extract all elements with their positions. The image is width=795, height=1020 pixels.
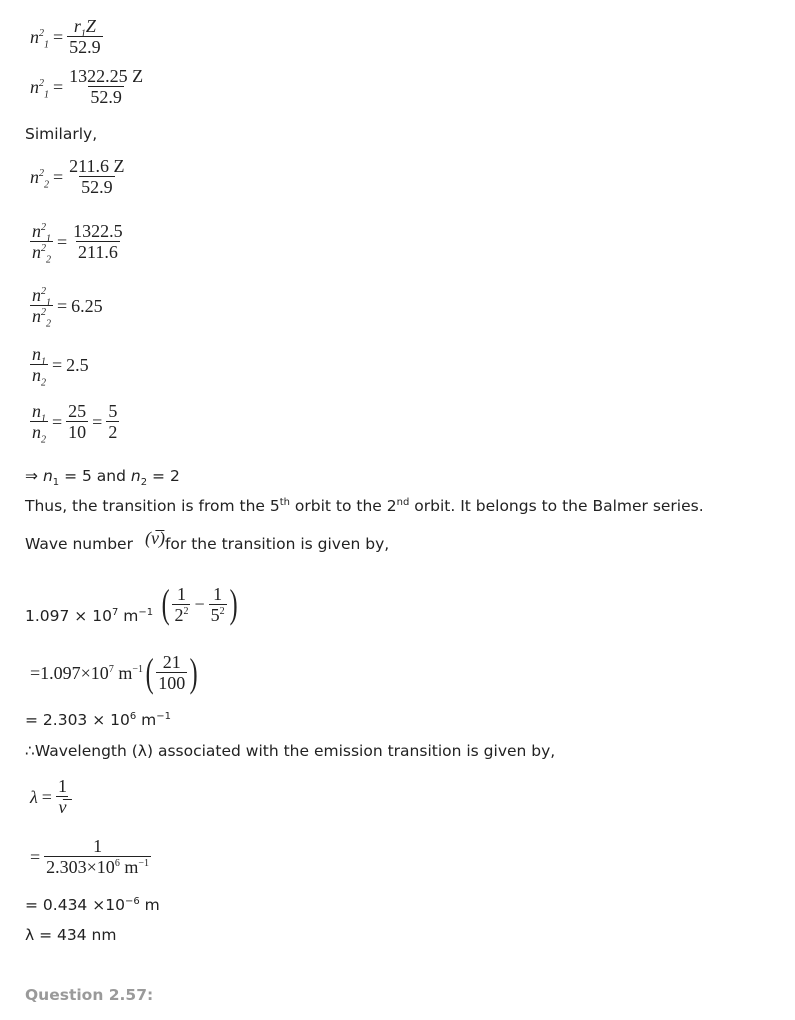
transition-text: Thus, the transition is from the 5th orbit to the 2nd orbit. It belongs to the Balmer series. [25, 496, 704, 515]
wavelength-text: ∴Wavelength (λ) associated with the emission transition is given by, [25, 742, 556, 760]
equation-lambda-value: = $\frac{1}{2.303\times 10^6 m^{-1}}$ [30, 836, 149, 877]
eq3-fraction: $\frac{211.6 Z}{52.9}$ [69, 156, 125, 197]
similarly-text: Similarly, [25, 125, 98, 143]
equation-n-ratio: $\frac{n_1}{n_2}$ = 2.5 [32, 344, 89, 389]
equation-n1-squared-value: $n^2_1$ = $\frac{1322.25 Z}{52.9}$ [30, 66, 144, 107]
result-nanometers: λ = 434 nm [25, 926, 117, 944]
eq2-fraction: $\frac{1322.25 Z}{52.9}$ [69, 66, 144, 107]
eq1-lhs: $n^2_1$ [30, 26, 49, 51]
equation-n1-squared-rz: $n^2_1$ = $\frac{r_1Z}{52.9}$ [30, 16, 101, 57]
next-question-heading: Question 2.57: [25, 986, 154, 1004]
equation-lambda: λ = $\frac{1}{\nu̅}$ [30, 776, 67, 817]
equation-n-ratio-fractions: $\frac{n_1}{n_2}$ = $\frac{25}{10}$ = $\frac{5}{2}$ [32, 401, 118, 446]
equation-n2-squared: $n^2_2$ = $\frac{211.6 Z}{52.9}$ [30, 156, 125, 197]
wave-number-result: = $2.303 \times 10^6$ $m^{-1}$ [25, 710, 172, 729]
wave-number-line: Wave number (ν̅) for the transition is given by, [25, 528, 390, 553]
equation-ratio-fraction: $\frac{n^2_1}{n^2_2}$ = $\frac{1322.5}{211.6}$ [32, 221, 123, 266]
equation-ratio-value: $\frac{n^2_1}{n^2_2}$ = 6.25 [32, 285, 103, 330]
calculation-rydberg-simplified: $=1.097\times 10^7$ $m^{-1}$ ( $\frac{21}{100}$ ) [30, 649, 198, 695]
implies-line: ⇒ $n_1 = 5$ and $n_2 = 2$ [25, 467, 180, 489]
wave-number-symbol: (ν̅) [144, 528, 165, 548]
eq1-fraction: $\frac{r_1Z}{52.9}$ [69, 16, 101, 57]
calculation-rydberg: $1.097 \times 10^7$ $m^{-1}$ ( $\frac{1}{2^2}$ − $\frac{1}{5^2}$ ) [25, 581, 238, 626]
result-meters: = $0.434 \times 10^{-6}$ m [25, 895, 160, 914]
